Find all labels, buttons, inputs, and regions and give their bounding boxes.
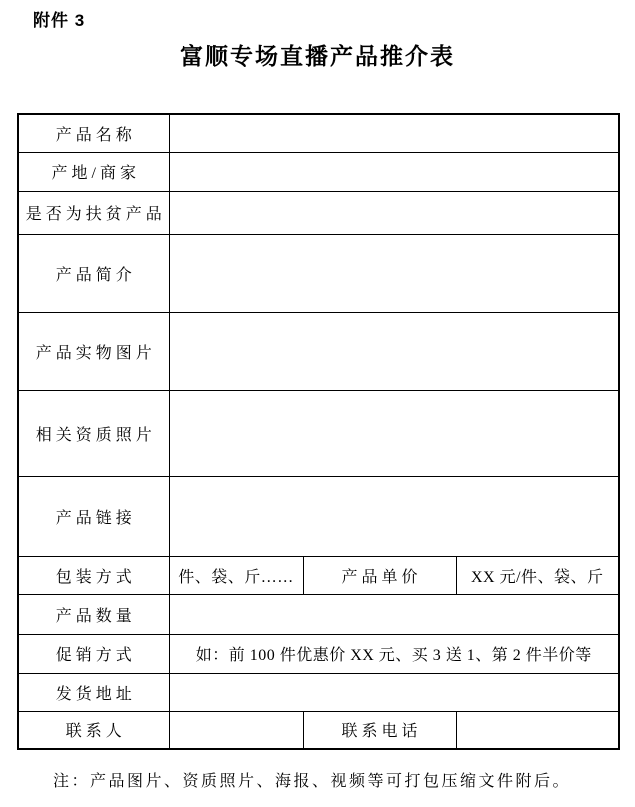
label-qualification-photos: 相关资质照片 (18, 390, 169, 476)
input-cell-unit-price[interactable]: XX 元/件、袋、斤 (456, 556, 619, 594)
label-poverty-alleviation: 是否为扶贫产品 (18, 191, 169, 234)
product-promotion-table (17, 113, 620, 750)
input-cell-contact-person[interactable] (169, 711, 303, 749)
table-row-origin-merchant (18, 152, 619, 191)
table-row-product-photos (18, 312, 619, 390)
attachment-number-label: 附件 3 (33, 11, 86, 30)
input-cell-poverty-alleviation[interactable] (169, 191, 619, 234)
table-row-promotion-method (18, 634, 619, 673)
table-row-contact (18, 711, 619, 749)
table-row-product-name (18, 114, 619, 152)
label-product-intro: 产品简介 (18, 234, 169, 312)
input-cell-promotion-method[interactable]: 如：前 100 件优惠价 XX 元、买 3 送 1、第 2 件半价等 (169, 634, 619, 673)
label-contact-phone: 联系电话 (303, 711, 456, 749)
input-cell-qualification-photos[interactable] (169, 390, 619, 476)
label-origin-merchant: 产地/商家 (18, 152, 169, 191)
input-cell-product-photos[interactable] (169, 312, 619, 390)
table-row-packaging-price (18, 556, 619, 594)
label-product-link: 产品链接 (18, 476, 169, 556)
input-cell-shipping-address[interactable] (169, 673, 619, 711)
label-shipping-address: 发货地址 (18, 673, 169, 711)
label-unit-price: 产品单价 (303, 556, 456, 594)
page-title: 富顺专场直播产品推介表 (180, 44, 455, 69)
footnote-text: 注：产品图片、资质照片、海报、视频等可打包压缩文件附后。 (53, 773, 572, 790)
label-product-photos: 产品实物图片 (18, 312, 169, 390)
input-cell-product-intro[interactable] (169, 234, 619, 312)
label-contact-person: 联系人 (18, 711, 169, 749)
input-cell-origin-merchant[interactable] (169, 152, 619, 191)
table-row-product-quantity (18, 594, 619, 634)
label-product-name: 产品名称 (18, 114, 169, 152)
input-cell-product-link[interactable] (169, 476, 619, 556)
table-row-shipping-address (18, 673, 619, 711)
input-cell-product-quantity[interactable] (169, 594, 619, 634)
table-row-product-link (18, 476, 619, 556)
label-product-quantity: 产品数量 (18, 594, 169, 634)
input-cell-contact-phone[interactable] (456, 711, 619, 749)
table-row-product-intro (18, 234, 619, 312)
input-cell-packaging-method[interactable]: 件、袋、斤…… (169, 556, 303, 594)
table-row-qualification-photos (18, 390, 619, 476)
label-packaging-method: 包装方式 (18, 556, 169, 594)
table-row-poverty-alleviation (18, 191, 619, 234)
input-cell-product-name[interactable] (169, 114, 619, 152)
label-promotion-method: 促销方式 (18, 634, 169, 673)
